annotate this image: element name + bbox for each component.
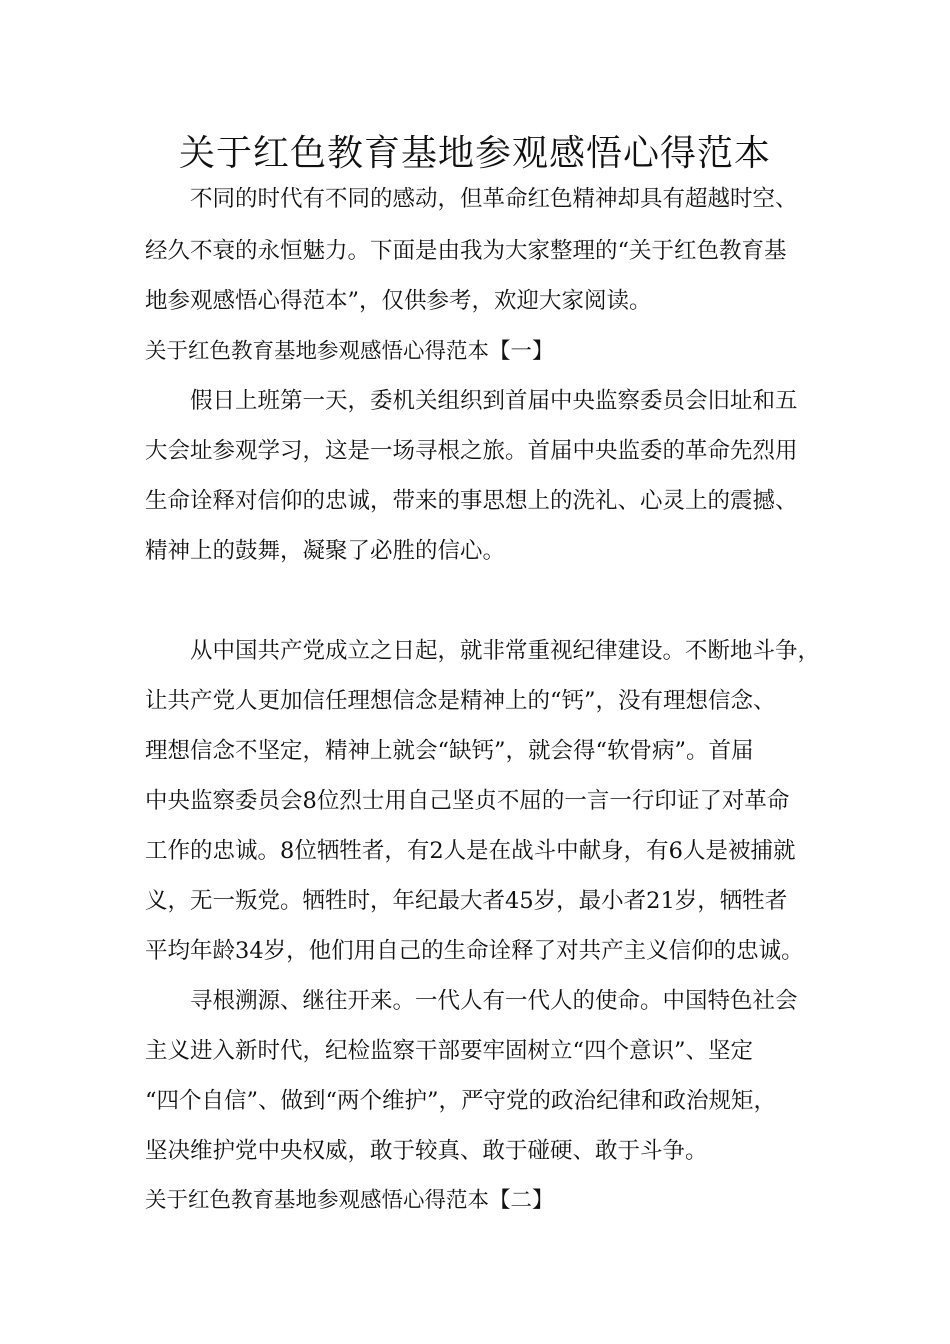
intro-line-3: 地参观感悟心得范本”，仅供参考，欢迎大家阅读。 <box>145 288 652 314</box>
para2-line-1: 从中国共产党成立之日起，就非常重视纪律建设。不断地斗争， <box>190 638 821 664</box>
para2-line-2: 让共产党人更加信任理想信念是精神上的“钙”，没有理想信念、 <box>145 688 776 714</box>
para3-line-3: “四个自信”、做到“两个维护”，严守党的政治纪律和政治规矩， <box>145 1088 777 1114</box>
para2-line-3: 理想信念不坚定，精神上就会“缺钙”，就会得“软骨病”。首届 <box>145 738 754 764</box>
para3-line-4: 坚决维护党中央权威，敢于较真、敢于碰硬、敢于斗争。 <box>145 1138 708 1164</box>
para1-line-2: 大会址参观学习，这是一场寻根之旅。首届中央监委的革命先烈用 <box>145 438 798 464</box>
section-heading-1: 关于红色教育基地参观感悟心得范本【一】 <box>145 339 554 364</box>
document-title: 关于红色教育基地参观感悟心得范本 <box>178 133 771 174</box>
para2-line-4: 中央监察委员会8位烈士用自己坚贞不屈的一言一行印证了对革命 <box>145 788 790 814</box>
para1-line-3: 生命诠释对信仰的忠诚，带来的事思想上的洗礼、心灵上的震撼、 <box>145 488 798 514</box>
para2-line-7: 平均年龄34岁，他们用自己的生命诠释了对共产主义信仰的忠诚。 <box>145 938 804 964</box>
para3-line-1: 寻根溯源、继往开来。一代人有一代人的使命。中国特色社会 <box>190 988 798 1014</box>
para2-line-6: 义，无一叛党。牺牲时，年纪最大者45岁，最小者21岁，牺牲者 <box>145 888 788 914</box>
para2-line-5: 工作的忠诚。8位牺牲者，有2人是在战斗中献身，有6人是被捕就 <box>145 838 796 864</box>
intro-line-1: 不同的时代有不同的感动，但革命红色精神却具有超越时空、 <box>190 186 798 212</box>
para1-line-1: 假日上班第一天，委机关组织到首届中央监察委员会旧址和五 <box>190 388 798 414</box>
section-heading-2: 关于红色教育基地参观感悟心得范本【二】 <box>145 1188 554 1213</box>
para3-line-2: 主义进入新时代，纪检监察干部要牢固树立“四个意识”、坚定 <box>145 1038 754 1064</box>
para1-line-4: 精神上的鼓舞，凝聚了必胜的信心。 <box>145 538 506 564</box>
intro-line-2: 经久不衰的永恒魅力。下面是由我为大家整理的“关于红色教育基 <box>145 238 787 264</box>
